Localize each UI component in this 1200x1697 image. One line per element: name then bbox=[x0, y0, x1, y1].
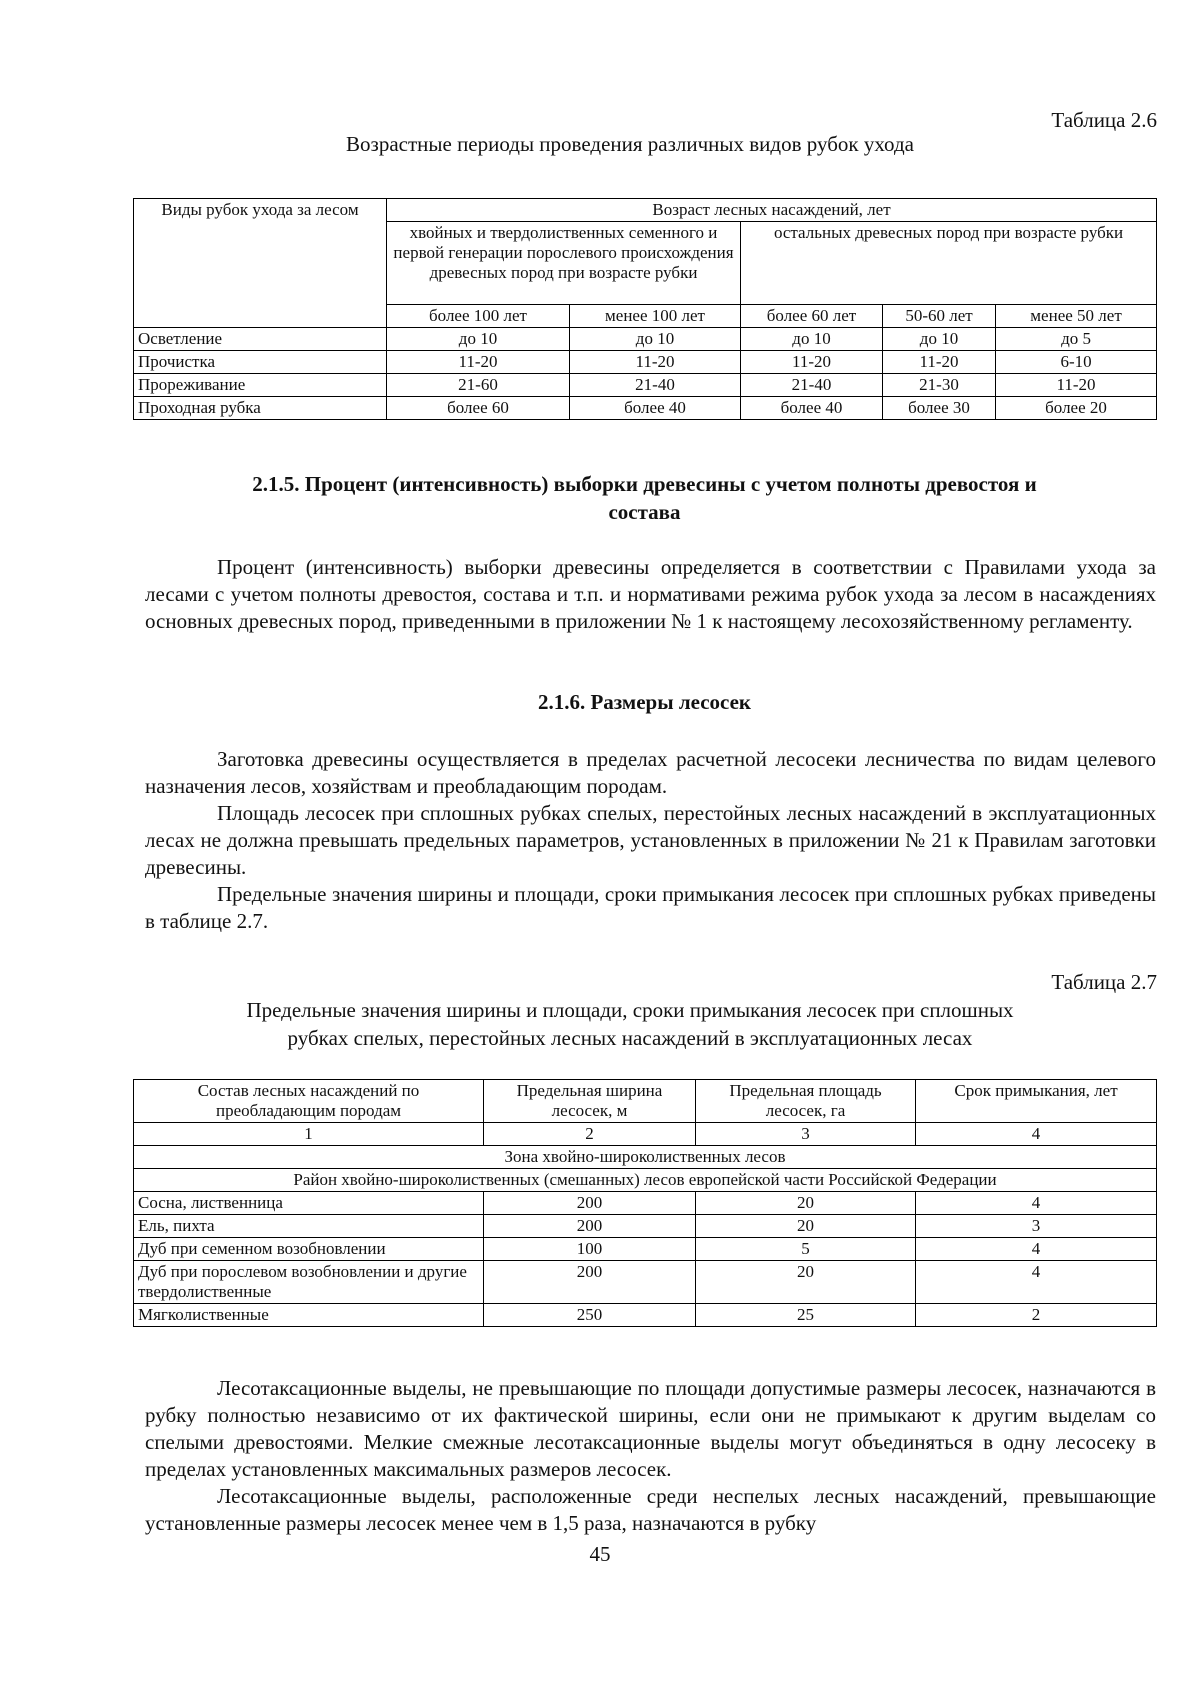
paragraph: Процент (интенсивность) выборки древесины определяется в соответствии с Правилами ухода за лесами с учетом полноты древостоя, состава и т.п. и нормативами режима рубок ухода за лесом в насаждениях основных древесных пород, приведенными в приложении № 1 к настоящему лесохозяйственному регламенту. bbox=[145, 555, 1156, 633]
value-cell: до 10 bbox=[570, 328, 741, 351]
value-cell: 20 bbox=[696, 1192, 916, 1215]
value-cell: более 30 bbox=[883, 397, 996, 420]
table-row bbox=[134, 1261, 1157, 1304]
header-cell: Предельная площадь лесосек, га bbox=[696, 1080, 916, 1123]
value-cell: до 10 bbox=[741, 328, 883, 351]
table-row bbox=[134, 1192, 1157, 1215]
header-cell-types: Виды рубок ухода за лесом bbox=[134, 199, 387, 328]
header-cell: Предельная ширина лесосек, м bbox=[484, 1080, 696, 1123]
value-cell: 4 bbox=[916, 1261, 1157, 1304]
value-cell: 11-20 bbox=[570, 351, 741, 374]
value-cell: 20 bbox=[696, 1261, 916, 1304]
value-cell: 21-60 bbox=[387, 374, 570, 397]
page-number: 45 bbox=[589, 1542, 611, 1566]
value-cell: более 20 bbox=[996, 397, 1157, 420]
value-cell: 20 bbox=[696, 1215, 916, 1238]
table-row bbox=[134, 351, 1157, 374]
value-cell: 21-40 bbox=[570, 374, 741, 397]
value-cell: 11-20 bbox=[996, 374, 1157, 397]
value-cell: 3 bbox=[916, 1215, 1157, 1238]
species-cell: Ель, пихта bbox=[134, 1215, 484, 1238]
value-cell: до 10 bbox=[883, 328, 996, 351]
cut-type-cell: Осветление bbox=[134, 328, 387, 351]
value-cell: 21-40 bbox=[741, 374, 883, 397]
region-cell: Район хвойно-широколиственных (смешанных) лесов европейской части Российской Федерации bbox=[134, 1169, 1157, 1192]
section-2-1-6-text bbox=[145, 746, 1156, 935]
species-cell: Сосна, лиственница bbox=[134, 1192, 484, 1215]
cut-type-cell: Проходная рубка bbox=[134, 397, 387, 420]
column-number-cell: 4 bbox=[916, 1123, 1157, 1146]
value-cell: 5 bbox=[696, 1238, 916, 1261]
value-cell: более 40 bbox=[570, 397, 741, 420]
cut-type-cell: Прореживание bbox=[134, 374, 387, 397]
table-2-6-title: Возрастные периоды проведения различных видов рубок ухода bbox=[346, 132, 914, 156]
table-row bbox=[134, 1215, 1157, 1238]
closing-text bbox=[145, 1375, 1156, 1537]
section-2-1-5-heading bbox=[133, 470, 1156, 526]
subheader-cell: более 100 лет bbox=[387, 305, 570, 328]
header-cell-age: Возраст лесных насаждений, лет bbox=[387, 199, 1157, 222]
value-cell: 11-20 bbox=[883, 351, 996, 374]
section-heading-line: 2.1.5. Процент (интенсивность) выборки древесины с учетом полноты древостоя и bbox=[252, 472, 1037, 496]
subheader-cell: менее 100 лет bbox=[570, 305, 741, 328]
header-cell-group1: хвойных и твердолиственных семенного и первой генерации порослевого происхождения древесных пород при возрасте рубки bbox=[387, 222, 741, 305]
section-heading-line: состава bbox=[608, 500, 681, 524]
table-title-line: рубках спелых, перестойных лесных насаждений в эксплуатационных лесах bbox=[287, 1026, 973, 1050]
header-cell: Срок примыкания, лет bbox=[916, 1080, 1157, 1123]
table-row bbox=[134, 374, 1157, 397]
paragraph: Площадь лесосек при сплошных рубках спелых, перестойных лесных насаждений в эксплуатационных лесах не должна превышать предельных параметров, установленных в приложении № 21 к Правилам заготовки древесины. bbox=[145, 801, 1156, 879]
cut-type-cell: Прочистка bbox=[134, 351, 387, 374]
table-row bbox=[134, 1304, 1157, 1327]
value-cell: 2 bbox=[916, 1304, 1157, 1327]
table-2-7-title bbox=[190, 996, 1070, 1052]
value-cell: 6-10 bbox=[996, 351, 1157, 374]
table-2-6-label: Таблица 2.6 bbox=[1051, 108, 1157, 132]
column-number-cell: 1 bbox=[134, 1123, 484, 1146]
value-cell: 11-20 bbox=[387, 351, 570, 374]
value-cell: 100 bbox=[484, 1238, 696, 1261]
table-row bbox=[134, 397, 1157, 420]
header-cell: Состав лесных насаждений по преобладающим породам bbox=[134, 1080, 484, 1123]
value-cell: 25 bbox=[696, 1304, 916, 1327]
species-cell: Дуб при семенном возобновлении bbox=[134, 1238, 484, 1261]
paragraph: Предельные значения ширины и площади, сроки примыкания лесосек при сплошных рубках приведены в таблице 2.7. bbox=[145, 882, 1156, 933]
table-2-7 bbox=[133, 1079, 1157, 1327]
table-row bbox=[134, 328, 1157, 351]
paragraph: Лесотаксационные выделы, расположенные среди неспелых лесных насаждений, превышающие установленные размеры лесосек менее чем в 1,5 раза, назначаются в рубку bbox=[145, 1484, 1156, 1535]
table-title-line: Предельные значения ширины и площади, сроки примыкания лесосек при сплошных bbox=[246, 998, 1014, 1022]
value-cell: 4 bbox=[916, 1238, 1157, 1261]
value-cell: 200 bbox=[484, 1215, 696, 1238]
value-cell: более 40 bbox=[741, 397, 883, 420]
header-cell-group2: остальных древесных пород при возрасте рубки bbox=[741, 222, 1157, 305]
column-number-cell: 2 bbox=[484, 1123, 696, 1146]
value-cell: 200 bbox=[484, 1261, 696, 1304]
value-cell: 11-20 bbox=[741, 351, 883, 374]
value-cell: 21-30 bbox=[883, 374, 996, 397]
column-number-cell: 3 bbox=[696, 1123, 916, 1146]
subheader-cell: 50-60 лет bbox=[883, 305, 996, 328]
table-2-6 bbox=[133, 198, 1157, 420]
value-cell: более 60 bbox=[387, 397, 570, 420]
paragraph: Лесотаксационные выделы, не превышающие по площади допустимые размеры лесосек, назначаются в рубку полностью независимо от их фактической ширины, если они не примыкают к другим выделам со спелыми древостоями. Мелкие смежные лесотаксационные выделы могут объединяться в одну лесосеку в пределах установленных максимальных размеров лесосек. bbox=[145, 1376, 1156, 1481]
subheader-cell: менее 50 лет bbox=[996, 305, 1157, 328]
table-row bbox=[134, 1238, 1157, 1261]
table-2-7-label: Таблица 2.7 bbox=[1051, 970, 1157, 994]
subheader-cell: более 60 лет bbox=[741, 305, 883, 328]
value-cell: до 10 bbox=[387, 328, 570, 351]
value-cell: 200 bbox=[484, 1192, 696, 1215]
value-cell: 250 bbox=[484, 1304, 696, 1327]
zone-cell: Зона хвойно-широколиственных лесов bbox=[134, 1146, 1157, 1169]
section-2-1-5-text bbox=[145, 554, 1156, 635]
value-cell: 4 bbox=[916, 1192, 1157, 1215]
species-cell: Мягколиственные bbox=[134, 1304, 484, 1327]
section-2-1-6-heading: 2.1.6. Размеры лесосек bbox=[537, 690, 752, 714]
paragraph: Заготовка древесины осуществляется в пределах расчетной лесосеки лесничества по видам целевого назначения лесов, хозяйствам и преобладающим породам. bbox=[145, 747, 1156, 798]
species-cell: Дуб при порослевом возобновлении и другие твердолиственные bbox=[134, 1261, 484, 1304]
value-cell: до 5 bbox=[996, 328, 1157, 351]
